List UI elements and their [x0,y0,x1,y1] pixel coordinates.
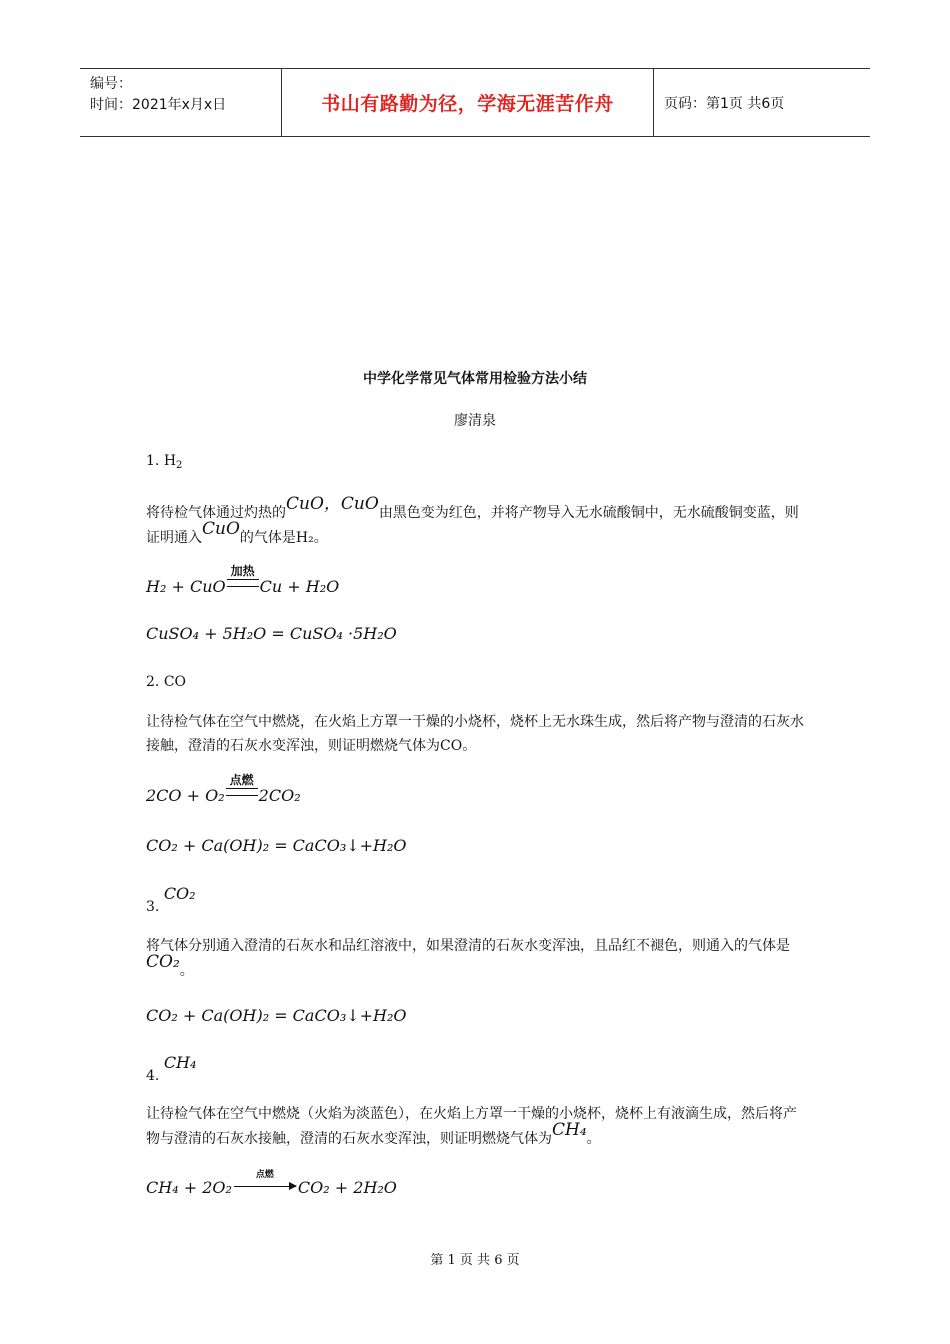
equation-h2-cuo [146,564,340,596]
reaction-condition [226,564,260,596]
document-header [80,68,870,137]
motto-text: 书山有路勤为径，学海无涯苦作舟 [321,93,614,115]
equation-left: CO₂ + Ca(OH)₂ = CaCO₃ [146,1006,347,1025]
formula: CO₂ [146,952,180,972]
equation-co-combustion [146,773,301,805]
formula: CuO [340,494,379,514]
equation-cuso4: CuSO₄ + 5H₂O = CuSO₄ ·5H₂O [146,624,397,643]
condition-label: 点燃 [255,1170,274,1180]
text-run: 将气体分别通入澄清的石灰水和品红溶液中，如果澄清的石灰水变浑浊，且品红不褪色，则通入的气体是 [146,938,790,954]
text-run: 由黑色变为红色，并将产物导入无水硫酸铜中，无水硫酸铜变蓝，则证明通入 [146,505,799,546]
document-author: 廖清泉 [454,413,496,429]
equation-right: 2CO₂ [258,786,301,805]
header-page-cell [654,69,870,136]
section-number: 2. [146,674,160,690]
section-3-heading [146,884,196,915]
section-2-heading [146,674,186,690]
equals-bars [227,579,259,587]
equation-limewater-1 [146,836,407,855]
equation-left: H₂ + CuO [146,577,226,596]
equation-ch4-combustion [146,1170,397,1197]
equation-right: CO₂ + 2H₂O [297,1178,397,1197]
equation-right: +H₂O [359,1006,407,1025]
reaction-condition [232,1170,298,1197]
section-2-paragraph: 让待检气体在空气中燃烧，在火焰上方罩一干燥的小烧杯，烧杯上无水珠生成，然后将产物与澄清的石灰水接触，澄清的石灰水变浑浊，则证明燃烧气体为CO。 [146,714,804,754]
text-run: 的气体是H₂。 [239,530,328,546]
time-label: 时间：2021年x月x日 [90,97,227,113]
page-label: 页码：第1页 共6页 [664,95,785,112]
equation-right: Cu + H₂O [259,577,340,596]
equation-right: +H₂O [359,836,407,855]
text-run: 。 [586,1131,601,1147]
condition-label: 加热 [230,564,255,578]
section-number: 1. [146,453,160,469]
text-run: 将待检气体通过灼热的 [146,505,286,521]
text-run: 让待检气体在空气中燃烧（火焰为淡蓝色），在火焰上方罩一干燥的小烧杯，烧杯上有液滴生成，然后将产物与澄清的石灰水接触，澄清的石灰水变浑浊，则证明燃烧气体为 [146,1106,797,1147]
precipitate-arrow: ↓ [346,1006,360,1025]
gas-formula: CO₂ [163,884,196,903]
section-1-heading [146,453,182,469]
gas-name: H [163,453,177,469]
formula: CuO [286,494,324,514]
formula-separator: ， [323,494,341,514]
formula: CH₄ [552,1120,587,1140]
gas-subscript: 2 [176,460,183,471]
text-run: 。 [179,963,194,979]
reaction-arrow [234,1186,296,1187]
gas-name: CO [163,674,187,690]
page-footer: 第 1 页 共 6 页 [430,1253,520,1268]
condition-label: 点燃 [229,773,254,787]
header-motto-cell [281,69,654,136]
section-3-paragraph [146,934,806,983]
section-number: 3. [146,899,160,915]
code-label: 编号： [90,76,132,92]
formula: CuO [202,519,240,539]
reaction-condition [225,773,259,805]
equation-left: 2CO + O₂ [146,786,225,805]
precipitate-arrow: ↓ [346,836,360,855]
header-meta [80,69,281,136]
section-number: 4. [146,1068,160,1084]
gas-formula: CH₄ [163,1053,197,1072]
document-title: 中学化学常见气体常用检验方法小结 [363,371,587,387]
equals-bars [226,788,258,796]
equation-left: CO₂ + Ca(OH)₂ = CaCO₃ [146,836,347,855]
equation-left: CH₄ + 2O₂ [146,1178,232,1197]
section-1-paragraph [146,494,806,550]
section-4-heading [146,1053,197,1084]
equation-limewater-2 [146,1006,407,1025]
section-4-paragraph [146,1102,806,1151]
